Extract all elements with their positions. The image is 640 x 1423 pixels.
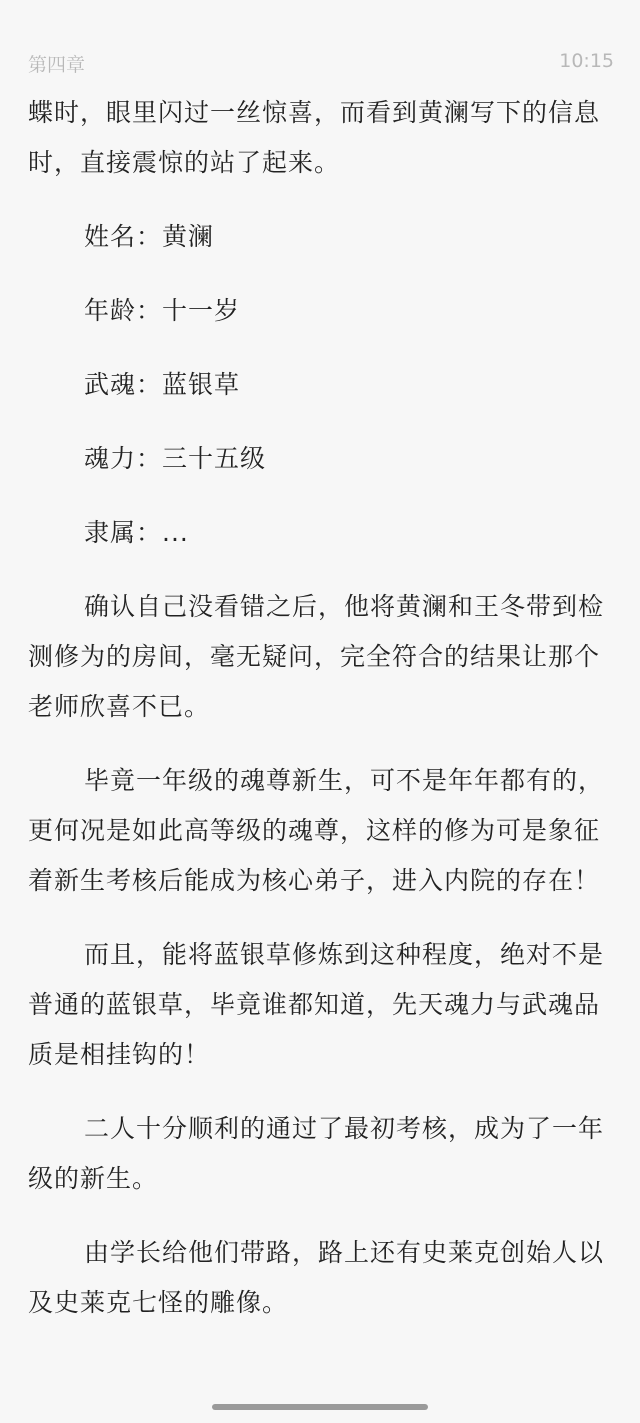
paragraph: 由学长给他们带路，路上还有史莱克创始人以及史莱克七怪的雕像。 bbox=[28, 1238, 605, 1317]
paragraph: 而且，能将蓝银草修炼到这种程度，绝对不是普通的蓝银草，毕竟谁都知道，先天魂力与武魂品质是相挂钩的！ bbox=[28, 940, 605, 1069]
reader-content[interactable] bbox=[28, 88, 612, 1352]
paragraph: 毕竟一年级的魂尊新生，可不是年年都有的，更何况是如此高等级的魂尊，这样的修为可是象征着新生考核后能成为核心弟子，进入内院的存在！ bbox=[28, 766, 605, 895]
status-bar bbox=[28, 50, 614, 80]
paragraph: 二人十分顺利的通过了最初考核，成为了一年级的新生。 bbox=[28, 1114, 605, 1193]
clock: 10:15 bbox=[559, 50, 614, 72]
chapter-title: 第四章 bbox=[28, 54, 86, 76]
info-line-age: 年龄：十一岁 bbox=[84, 296, 241, 325]
info-line-name: 姓名：黄澜 bbox=[84, 222, 215, 251]
info-line-martial-soul: 武魂：蓝银草 bbox=[84, 370, 241, 399]
paragraph: 确认自己没看错之后，他将黄澜和王冬带到检测修为的房间，毫无疑问，完全符合的结果让那个老师欣喜不已。 bbox=[28, 592, 605, 721]
home-indicator[interactable] bbox=[212, 1404, 428, 1410]
info-line-affiliation: 隶属：... bbox=[84, 518, 189, 547]
info-line-soul-power: 魂力：三十五级 bbox=[84, 444, 267, 473]
paragraph: 蝶时，眼里闪过一丝惊喜，而看到黄澜写下的信息时，直接震惊的站了起来。 bbox=[28, 98, 601, 177]
